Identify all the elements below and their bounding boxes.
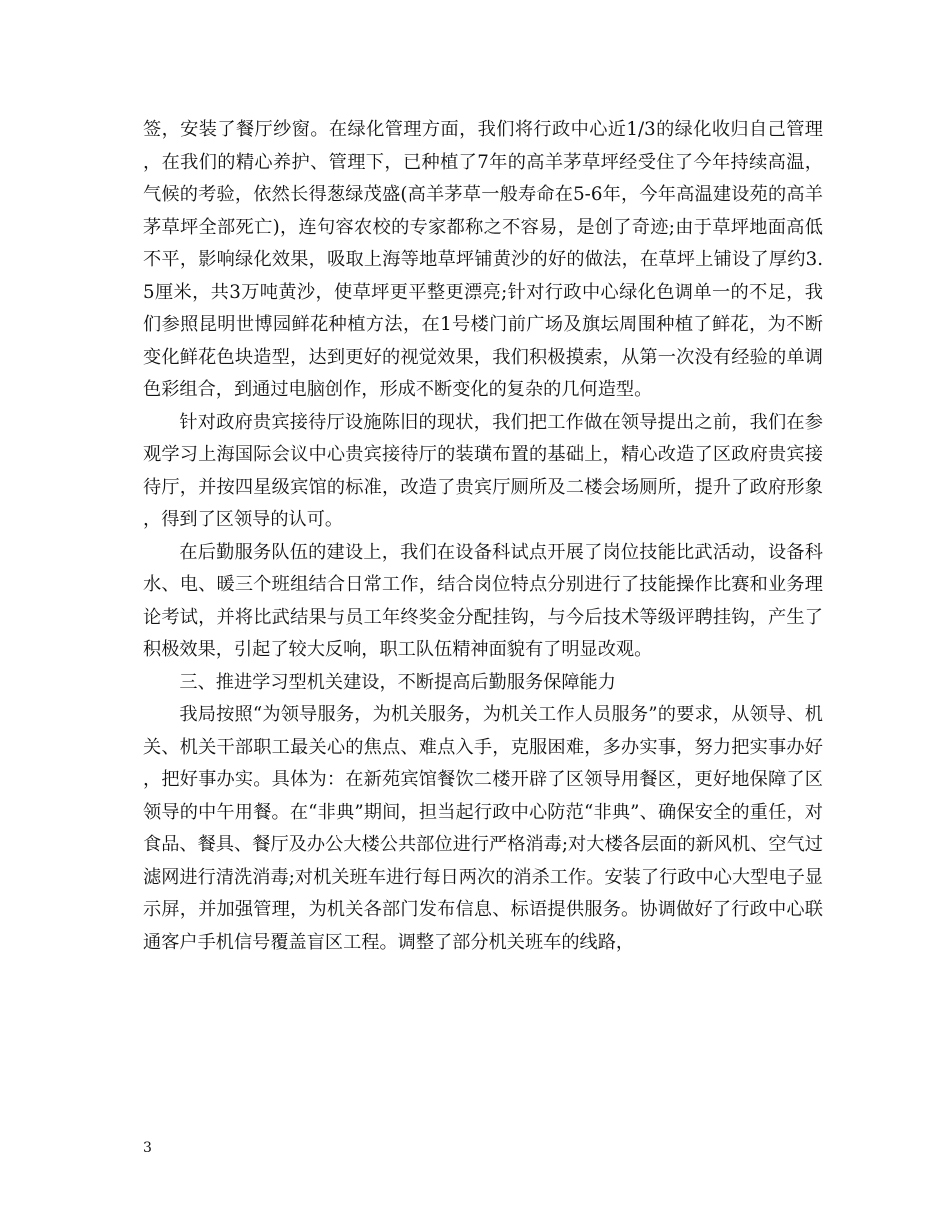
paragraph-reception-hall: 针对政府贵宾接待厅设施陈旧的现状，我们把工作做在领导提出之前，我们在参观学习上海国际会议中心贵宾接待厅的装璜布置的基础上，精心改造了区政府贵宾接待厅，并按四星级宾馆的标准，改造了贵宾厅厕所及二楼会场厕所，提升了政府形象，得到了区领导的认可。 bbox=[143, 411, 823, 530]
section-heading-learning-organization: 三、推进学习型机关建设，不断提高后勤服务保障能力 bbox=[179, 671, 616, 693]
paragraph-greening-continuation: 签，安装了餐厅纱窗。在绿化管理方面，我们将行政中心近1/3的绿化收归自己管理，在我们的精心养护、管理下，已种植了7年的高羊茅草坪经受住了今年持续高温，气候的考验，依然长得葱绿茂盛(高羊茅草一般寿命在5-6年，今年高温建设苑的高羊茅草坪全部死亡)，连句容农校的专家都称之不容易，是创了奇迹;由于草坪地面高低不平，影响绿化效果，吸取上海等地草坪铺黄沙的好的做法，在草坪上铺设了厚约3.5厘米，共3万吨黄沙，使草坪更平整更漂亮;针对行政中心绿化色调单一的不足，我们参照昆明世博园鲜花种植方法，在1号楼门前广场及旗坛周围种植了鲜花，为不断变化鲜花色块造型，达到更好的视觉效果，我们积极摸索，从第一次没有经验的单调色彩组合，到通过电脑创作，形成不断变化的复杂的几何造型。 bbox=[143, 119, 823, 400]
paragraph-staff-skills: 在后勤服务队伍的建设上，我们在设备科试点开展了岗位技能比武活动，设备科水、电、暖三个班组结合日常工作，结合岗位特点分别进行了技能操作比赛和业务理论考试，并将比武结果与员工年终奖金分配挂钩，与今后技术等级评聘挂钩，产生了积极效果，引起了较大反响，职工队伍精神面貌有了明显改观。 bbox=[143, 541, 823, 660]
page-number: 3 bbox=[143, 1140, 152, 1156]
document-body bbox=[143, 114, 823, 959]
paragraph-service-practice: 我局按照“为领导服务，为机关服务，为机关工作人员服务”的要求，从领导、机关、机关干部职工最关心的焦点、难点入手，克服困难，多办实事，努力把实事办好，把好事办实。具体为：在新苑宾馆餐饮二楼开辟了区领导用餐区，更好地保障了区领导的中午用餐。在“非典”期间，担当起行政中心防范“非典”、确保安全的重任，对食品、餐具、餐厅及办公大楼公共部位进行严格消毒;对大楼各层面的新风机、空气过滤网进行清洗消毒;对机关班车进行每日两次的消杀工作。安装了行政中心大型电子显示屏，并加强管理，为机关各部门发布信息、标语提供服务。协调做好了行政中心联通客户手机信号覆盖盲区工程。调整了部分机关班车的线路， bbox=[143, 704, 823, 953]
